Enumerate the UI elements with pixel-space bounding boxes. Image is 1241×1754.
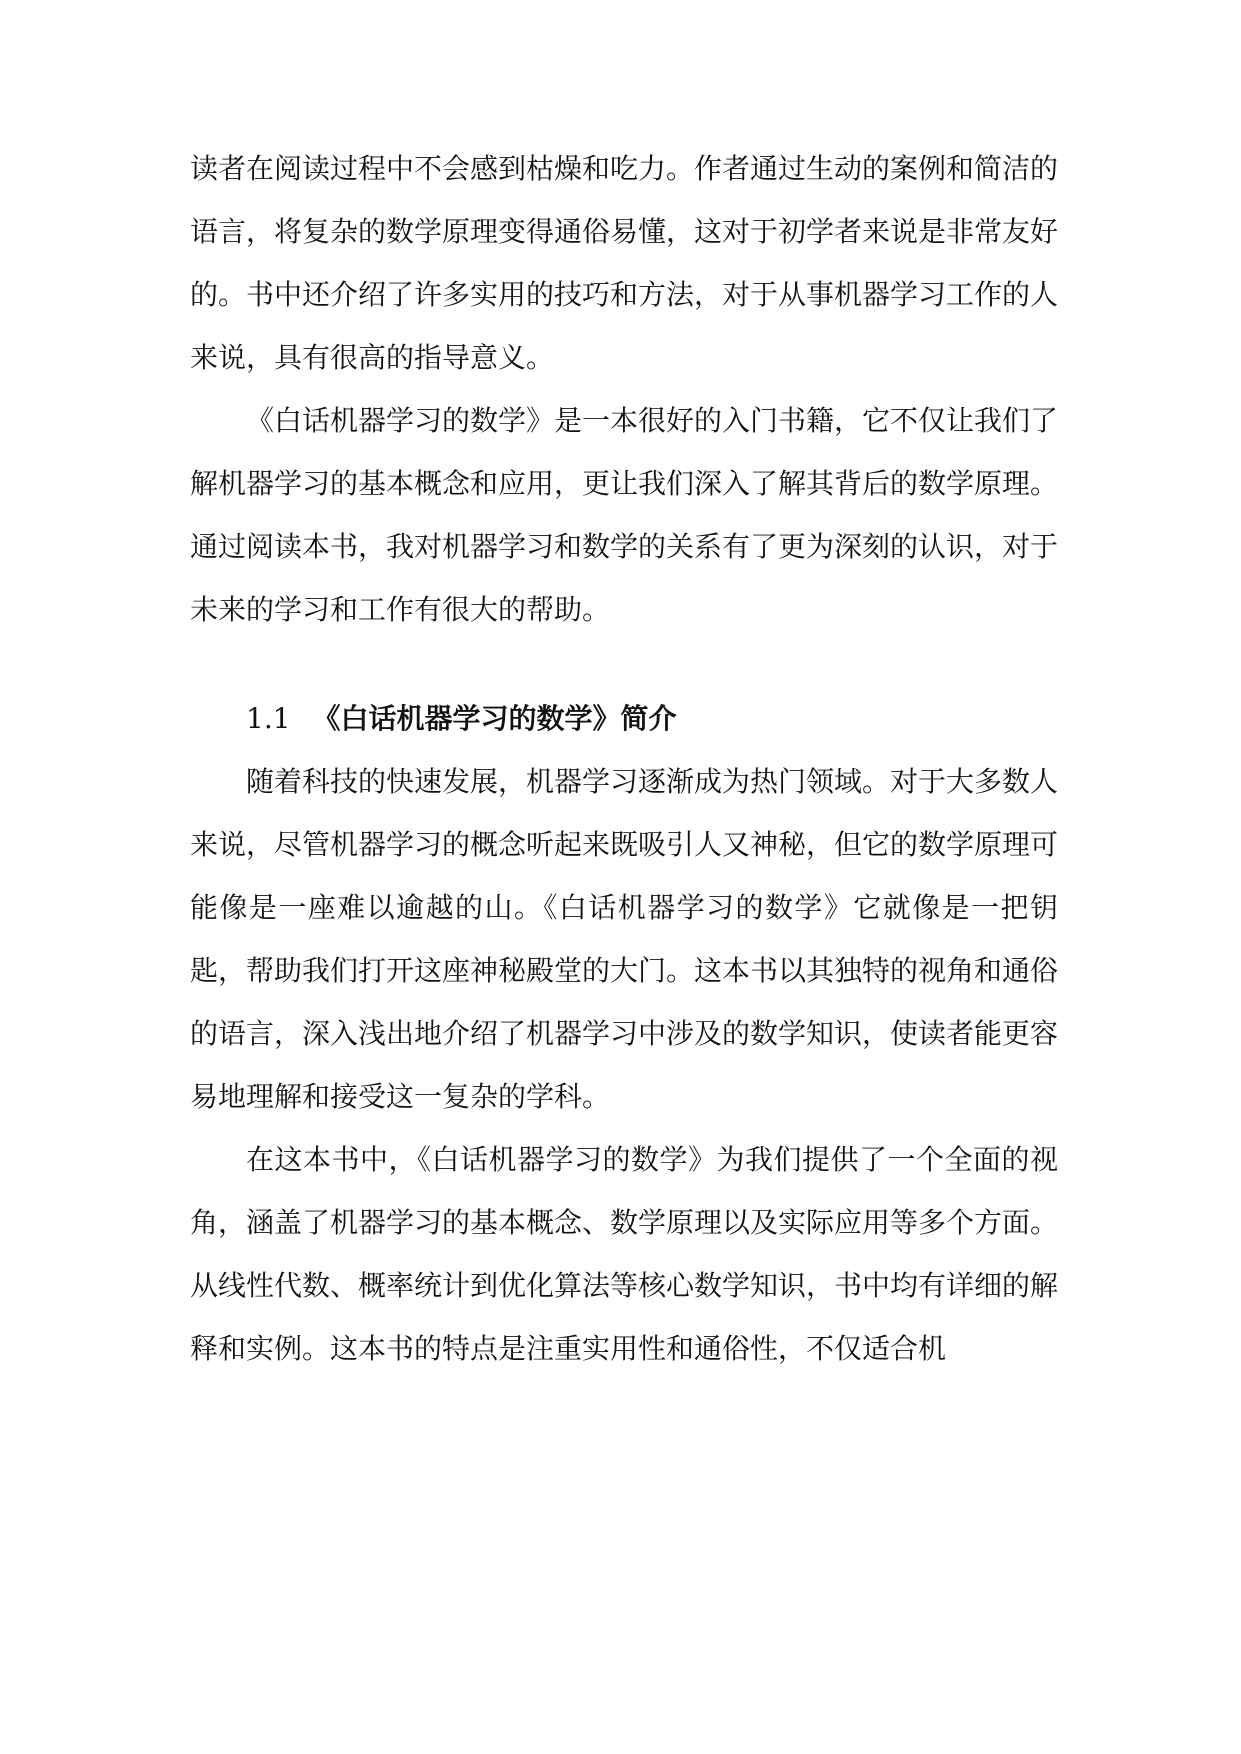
section-number: 1.1 xyxy=(246,702,291,735)
paragraph-4: 在这本书中，《白话机器学习的数学》为我们提供了一个全面的视角，涵盖了机器学习的基本概念、数学原理以及实际应用等多个方面。从线性代数、概率统计到优化算法等核心数学知识，书中均有详细的解释和实例。这本书的特点是注重实用性和通俗性，不仅适合机 xyxy=(190,1143,1059,1365)
section-heading xyxy=(190,687,1058,750)
document-body xyxy=(190,137,1058,1380)
paragraph-2: 《白话机器学习的数学》是一本很好的入门书籍，它不仅让我们了解机器学习的基本概念和应用，更让我们深入了解其背后的数学原理。通过阅读本书，我对机器学习和数学的关系有了更为深刻的认识，对于未来的学习和工作有很大的帮助。 xyxy=(190,404,1059,626)
paragraph-3: 随着科技的快速发展，机器学习逐渐成为热门领域。对于大多数人来说，尽管机器学习的概念听起来既吸引人又神秘，但它的数学原理可能像是一座难以逾越的山。《白话机器学习的数学》它就像是一把钥匙，帮助我们打开这座神秘殿堂的大门。这本书以其独特的视角和通俗的语言，深入浅出地介绍了机器学习中涉及的数学知识，使读者能更容易地理解和接受这一复杂的学科。 xyxy=(190,765,1059,1113)
paragraph-1: 读者在阅读过程中不会感到枯燥和吃力。作者通过生动的案例和简洁的语言，将复杂的数学原理变得通俗易懂，这对于初学者来说是非常友好的。书中还介绍了许多实用的技巧和方法，对于从事机器学习工作的人来说，具有很高的指导意义。 xyxy=(190,152,1059,374)
section-title: 《白话机器学习的数学》简介 xyxy=(312,702,677,735)
